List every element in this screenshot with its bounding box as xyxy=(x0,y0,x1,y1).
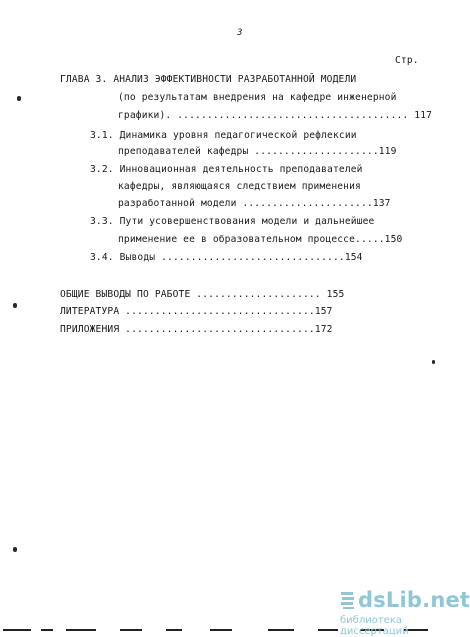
scan-edge-dash xyxy=(66,629,96,631)
binding-hole-mark xyxy=(17,96,21,101)
toc-line-section-3-3: 3.3. Пути усовершенствования модели и дальнейшее xyxy=(90,216,375,227)
toc-line-section-3-3-page: применение ее в образовательном процессе.....150 xyxy=(118,234,403,245)
scan-edge-dash xyxy=(318,629,338,631)
scan-edge-dash xyxy=(210,629,232,631)
toc-line-chapter-3-subtitle: (по результатам внедрения на кафедре инженерной xyxy=(118,92,397,103)
scan-edge-dash xyxy=(166,629,182,631)
watermark-logo xyxy=(340,588,470,637)
page-column-label: Стр. xyxy=(395,55,419,66)
toc-line-literature: ЛИТЕРАТУРА ................................157 xyxy=(60,306,333,317)
binding-hole-mark xyxy=(13,303,17,308)
scan-edge-dash xyxy=(120,629,142,631)
binding-hole-mark xyxy=(13,547,17,552)
page-number: 3 xyxy=(237,28,243,38)
scan-edge-dash xyxy=(3,629,31,631)
toc-line-section-3-2: 3.2. Инновационная деятельность преподавателей xyxy=(90,164,363,175)
toc-line-section-3-2-page: разработанной модели ......................137 xyxy=(118,198,391,209)
toc-line-section-3-1: 3.1. Динамика уровня педагогической рефлексии xyxy=(90,130,357,141)
toc-line-section-3-4: 3.4. Выводы ...............................154 xyxy=(90,252,363,263)
book-stack-icon xyxy=(340,590,356,610)
scan-edge-dash xyxy=(41,629,53,631)
watermark-brand: dsLib.net xyxy=(358,588,470,612)
edge-scan-mark xyxy=(432,360,435,364)
toc-line-section-3-1-page: преподавателей кафедры .....................119 xyxy=(118,146,397,157)
toc-line-general-conclusions: ОБЩИЕ ВЫВОДЫ ПО РАБОТЕ ..................... 155 xyxy=(60,289,345,300)
toc-line-appendices: ПРИЛОЖЕНИЯ ................................172 xyxy=(60,324,333,335)
toc-line-section-3-2-cont: кафедры, являющаяся следствием применения xyxy=(118,181,361,192)
scan-edge-dash xyxy=(268,629,294,631)
toc-line-chapter-3-title: ГЛАВА 3. АНАЛИЗ ЭФФЕКТИВНОСТИ РАЗРАБОТАННОЙ МОДЕЛИ xyxy=(60,74,357,85)
watermark-tagline: библиотека диссертаций xyxy=(340,615,409,637)
toc-line-chapter-3-page: графики). ....................................... 117 xyxy=(118,110,433,121)
